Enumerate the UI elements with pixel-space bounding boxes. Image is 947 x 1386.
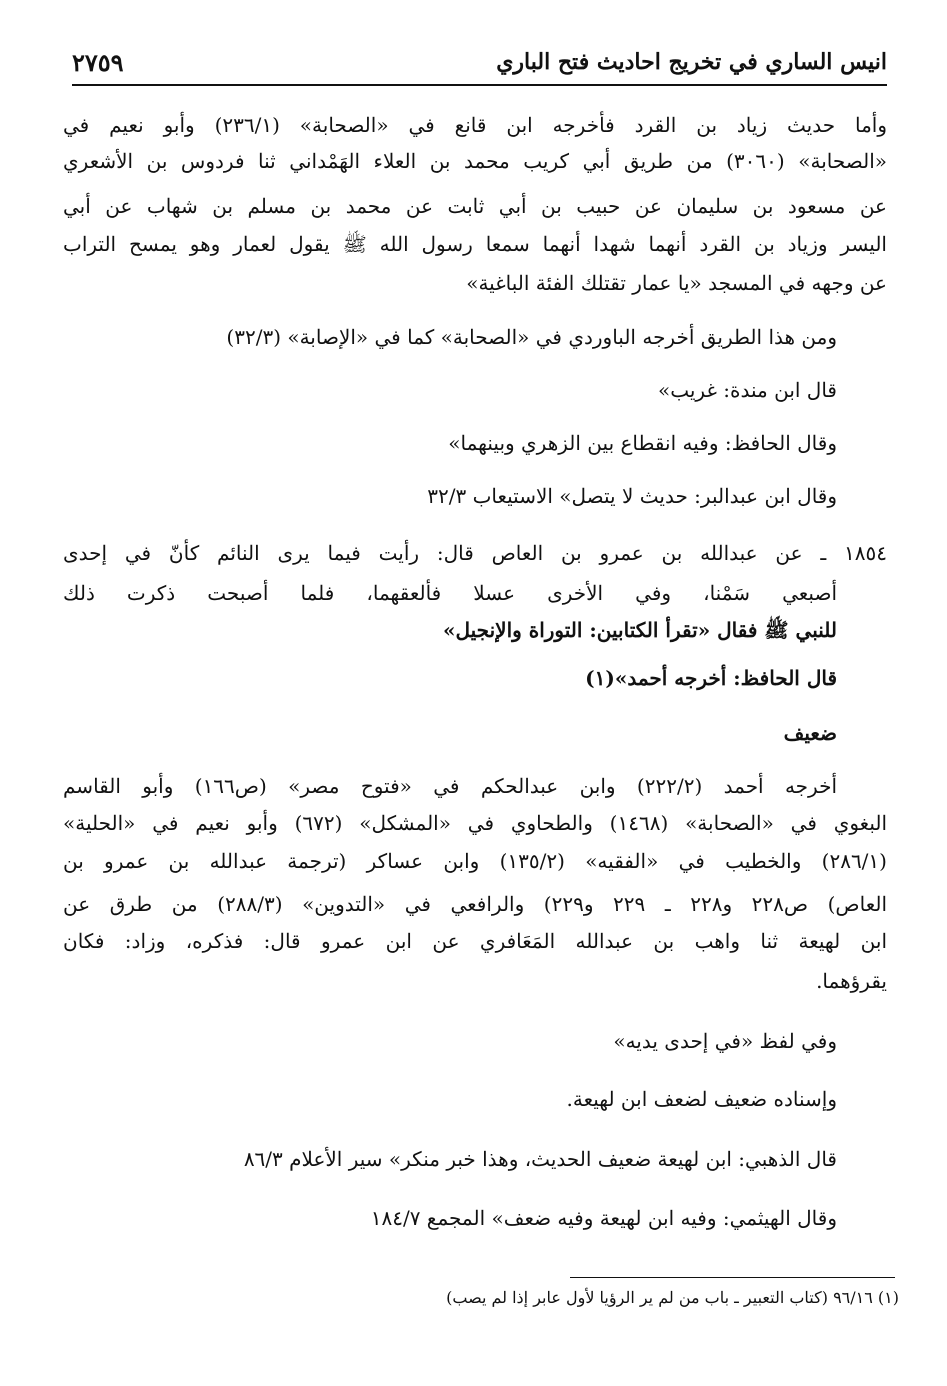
text-line: عن وجهه في المسجد «يا عمار تقتلك الفئة الباغية»: [466, 271, 887, 295]
text-line: وإسناده ضعيف لضعف ابن لهيعة.: [566, 1087, 837, 1111]
text-line: (٢٨٦/١) والخطيب في «الفقيه» (١٣٥/٢) وابن عساكر (ترجمة عبدالله بن عمرو بن: [63, 849, 887, 873]
text-line: عن مسعود بن سليمان عن حبيب بن أبي ثابت عن محمد بن مسلم بن شهاب عن أبي: [63, 194, 887, 218]
grade-label: ضعيف: [783, 721, 837, 745]
text-line: يقرؤهما.: [816, 969, 887, 993]
text-line: وقال ابن عبدالبر: حديث لا يتصل» الاستيعاب ٣٢/٣: [427, 484, 837, 508]
text-line: ابن لهيعة ثنا واهب بن عبدالله المَعَافري عن ابن عمرو قال: فذكره، وزاد: فكان: [63, 929, 887, 953]
text-line: البغوي في «الصحابة» (١٤٦٨) والطحاوي في «المشكل» (٦٧٢) وأبو نعيم في «الحلية»: [63, 811, 888, 835]
page-header: [72, 40, 887, 86]
text-line: اليسر وزياد بن القرد أنهما شهدا أنهما سمعا رسول الله ﷺ يقول لعمار وهو يمسح التراب: [63, 232, 887, 256]
hadith-number-line: ١٨٥٤ ـ عن عبدالله بن عمرو بن العاص قال: رأيت فيما يرى النائم كأنّ في إحدى: [63, 541, 888, 565]
text-line: «الصحابة» (٣٠٦٠) من طريق أبي كريب محمد بن العلاء الهَمْداني ثنا فردوس بن الأشعري: [63, 149, 887, 173]
hadith-text-line: أصبعي سَمْنا، وفي الأخرى عسلا فألعقهما، فلما أصبحت ذكرت ذلك: [63, 581, 837, 605]
text-line: ومن هذا الطريق أخرجه الباوردي في «الصحابة» كما في «الإصابة» (٣٢/٣): [226, 325, 837, 349]
hafiz-note: قال الحافظ: أخرجه أحمد»(١): [585, 666, 837, 690]
text-line: وفي لفظ «في إحدى يديه»: [613, 1029, 837, 1053]
page-number: ٢٧٥٩: [72, 47, 124, 77]
text-line: وأما حديث زياد بن القرد فأخرجه ابن قانع في «الصحابة» (٢٣٦/١) وأبو نعيم في: [63, 113, 888, 137]
footnote: (١) ٩٦/١٦ (كتاب التعبير ـ باب من لم ير الرؤيا لأول عابر إذا لم يصب): [446, 1288, 899, 1307]
text-line: وقال الحافظ: وفيه انقطاع بين الزهري وبينهما»: [448, 431, 837, 455]
text-line: وقال الهيثمي: وفيه ابن لهيعة وفيه ضعف» المجمع ١٨٤/٧: [370, 1206, 837, 1230]
text-line: أخرجه أحمد (٢٢٢/٢) وابن عبدالحكم في «فتوح مصر» (ص١٦٦) وأبو القاسم: [63, 774, 838, 798]
hadith-text-line: للنبي ﷺ فقال «تقرأ الكتابين: التوراة والإنجيل»: [443, 618, 837, 642]
text-line: العاص) ص٢٢٨ و٢٢٨ ـ ٢٢٩ و٢٢٩) والرافعي في «التدوين» (٢٨٨/٣) من طرق عن: [63, 892, 888, 916]
text-line: قال ابن مندة: غريب»: [657, 378, 837, 402]
running-title: انيس الساري في تخريج احاديث فتح الباري: [496, 49, 887, 75]
footnote-divider: [570, 1277, 895, 1278]
text-line: قال الذهبي: ابن لهيعة ضعيف الحديث، وهذا خبر منكر» سير الأعلام ٨٦/٣: [243, 1147, 837, 1171]
